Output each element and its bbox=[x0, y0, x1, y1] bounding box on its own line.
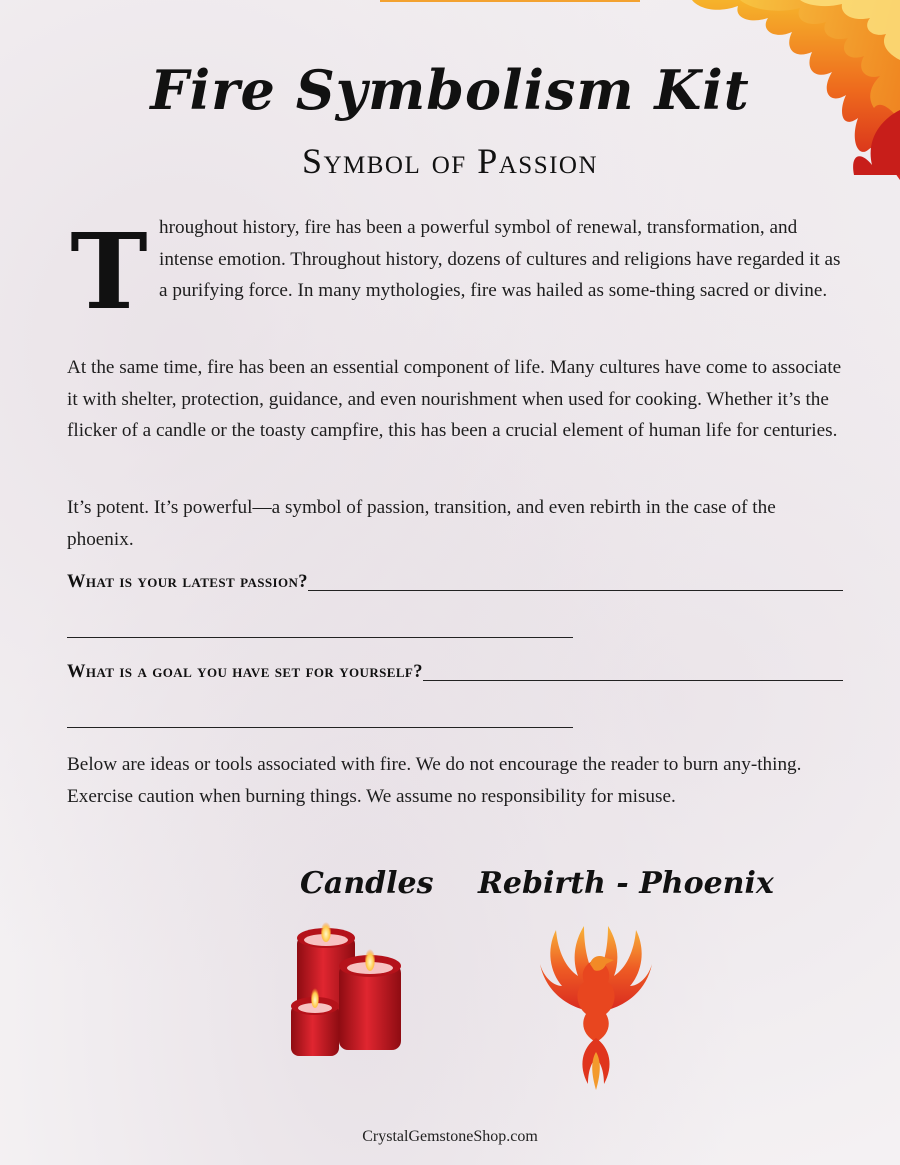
candles-label: Candles bbox=[300, 866, 434, 901]
intro-paragraph-2: At the same time, fire has been an essential component of life. Many cultures have come to associate it with shelter, protection, guidance, and even nourishment when used for cooking. Whether it’s the flicker of a candle or the toasty campfire, this has been a crucial element of human life for centuries. bbox=[67, 357, 842, 441]
page-subtitle: Symbol of Passion bbox=[301, 141, 599, 181]
intro-paragraph-3: It’s potent. It’s powerful—a symbol of passion, transition, and even rebirth in the case of the phoenix. bbox=[67, 497, 776, 550]
answer-line-passion[interactable] bbox=[308, 589, 843, 591]
question-goal-label: What is a goal you have set for yourself? bbox=[67, 662, 423, 682]
question-passion-row bbox=[67, 572, 843, 593]
question-goal-row bbox=[67, 662, 843, 683]
footer-website: CrystalGemstoneShop.com bbox=[362, 1128, 538, 1145]
phoenix-label: Rebirth - Phoenix bbox=[478, 866, 774, 901]
answer-line-goal[interactable] bbox=[423, 679, 843, 681]
question-passion-label: What is your latest passion? bbox=[67, 572, 308, 592]
candles-image bbox=[285, 918, 410, 1063]
phoenix-logo-image bbox=[532, 920, 660, 1092]
answer-line-passion-continued[interactable] bbox=[67, 637, 573, 638]
drop-cap-letter: T bbox=[70, 210, 148, 333]
answer-line-goal-continued[interactable] bbox=[67, 727, 573, 728]
intro-paragraph-1-text: hroughout history, fire has been a powerful symbol of renewal, transformation, and intense emotion. Throughout history, dozens of cultures and religions have regarded it as a purifying force. In many mythologies, fire was hailed as some-thing sacred or divine. bbox=[159, 217, 841, 301]
intro-paragraph-1 bbox=[67, 210, 842, 333]
page-title: Fire Symbolism Kit bbox=[150, 58, 750, 122]
disclaimer-paragraph: Below are ideas or tools associated with fire. We do not encourage the reader to burn any-thing. Exercise caution when burning things. We assume no responsibility for misuse. bbox=[67, 754, 802, 807]
